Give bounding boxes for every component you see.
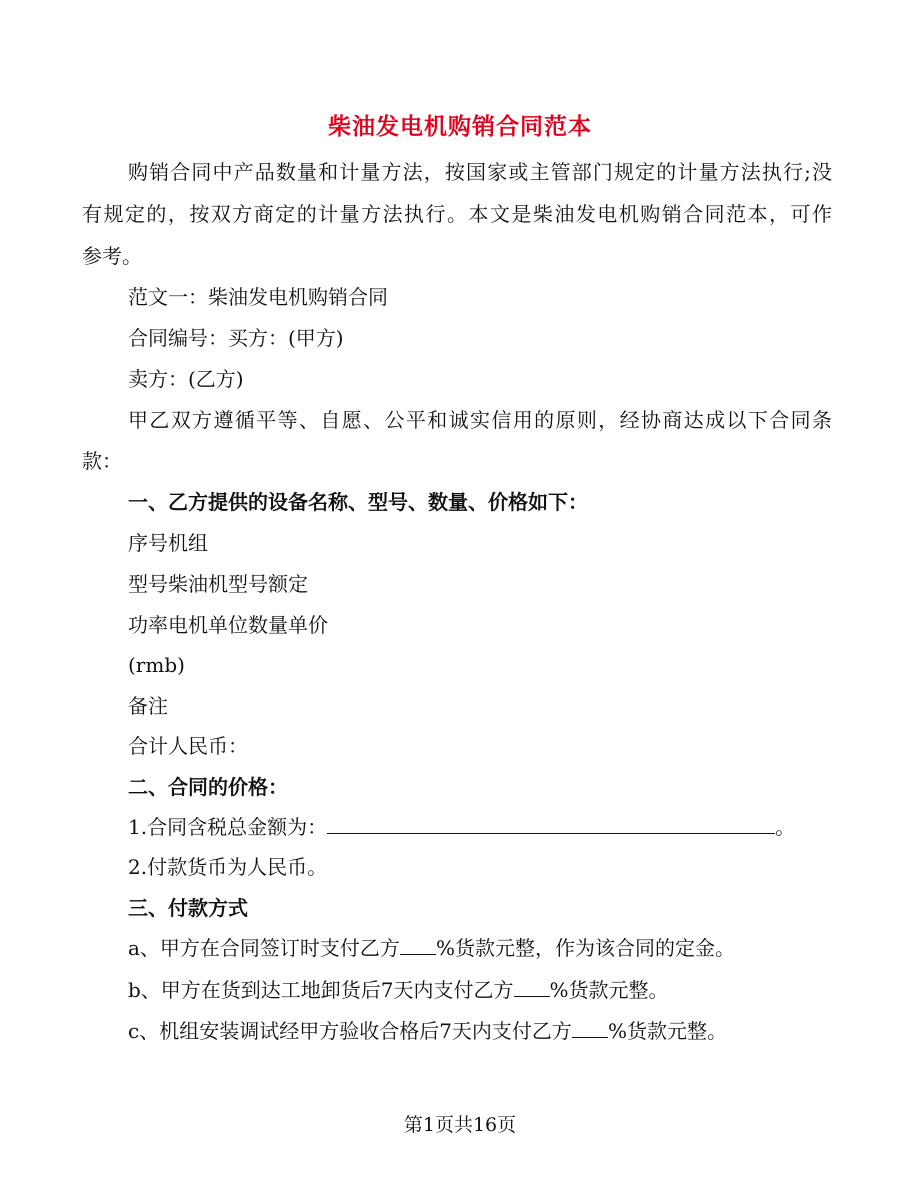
document-title: 柴油发电机购销合同范本 bbox=[328, 113, 592, 140]
payment-term-a-prefix: a、甲方在合同签订时支付乙方 bbox=[128, 936, 400, 960]
section2-item-1 bbox=[128, 813, 795, 841]
principle-line-1: 甲乙双方遵循平等、自愿、公平和诚实信用的原则，经协商达成以下合同条 bbox=[128, 408, 832, 432]
percent-blank bbox=[400, 936, 436, 955]
sentence-end: 。 bbox=[775, 815, 796, 839]
intro-line-3: 参考。 bbox=[82, 244, 142, 268]
payment-term-b-prefix: b、甲方在货到达工地卸货后7天内支付乙方 bbox=[128, 978, 514, 1002]
section1-item: 备注 bbox=[128, 694, 168, 718]
payment-term-c-suffix: %货款元整。 bbox=[607, 1019, 727, 1043]
payment-term-b-suffix: %货款元整。 bbox=[549, 978, 669, 1002]
section3-heading: 三、付款方式 bbox=[128, 896, 248, 920]
payment-term-a bbox=[128, 934, 735, 962]
payment-term-c-prefix: c、机组安装调试经甲方验收合格后7天内支付乙方 bbox=[128, 1019, 572, 1043]
principle-line-2: 款： bbox=[82, 449, 122, 473]
percent-blank bbox=[572, 1019, 608, 1038]
percent-blank bbox=[514, 978, 550, 997]
section1-heading: 一、乙方提供的设备名称、型号、数量、价格如下： bbox=[128, 490, 588, 514]
payment-term-a-suffix: %货款元整，作为该合同的定金。 bbox=[435, 936, 735, 960]
item-number: 2. bbox=[128, 855, 148, 879]
seller-line: 卖方：(乙方) bbox=[128, 367, 244, 391]
section1-item: 型号柴油机型号额定 bbox=[128, 572, 308, 596]
total-amount-label: 合同含税总金额为： bbox=[147, 815, 328, 839]
intro-line-2: 有规定的，按双方商定的计量方法执行。本文是柴油发电机购销合同范本，可作 bbox=[82, 202, 832, 226]
section2-item-2 bbox=[128, 853, 327, 881]
section1-item: 序号机组 bbox=[128, 531, 208, 555]
section1-item: (rmb) bbox=[128, 653, 185, 677]
page-footer: 第1页共16页 bbox=[403, 1114, 517, 1136]
intro-line-1: 购销合同中产品数量和计量方法，按国家或主管部门规定的计量方法执行;没 bbox=[128, 160, 832, 184]
payment-term-c bbox=[128, 1017, 727, 1045]
section1-item: 合计人民币： bbox=[128, 734, 248, 758]
sample-label: 范文一：柴油发电机购销合同 bbox=[128, 285, 388, 309]
section2-heading: 二、合同的价格： bbox=[128, 775, 288, 799]
currency-text: 付款货币为人民币。 bbox=[147, 855, 328, 879]
payment-term-b bbox=[128, 976, 669, 1004]
section1-item: 功率电机单位数量单价 bbox=[128, 613, 328, 637]
total-amount-blank bbox=[327, 815, 775, 834]
item-number: 1. bbox=[128, 815, 148, 839]
contract-number: 合同编号：买方：(甲方) bbox=[128, 326, 344, 350]
